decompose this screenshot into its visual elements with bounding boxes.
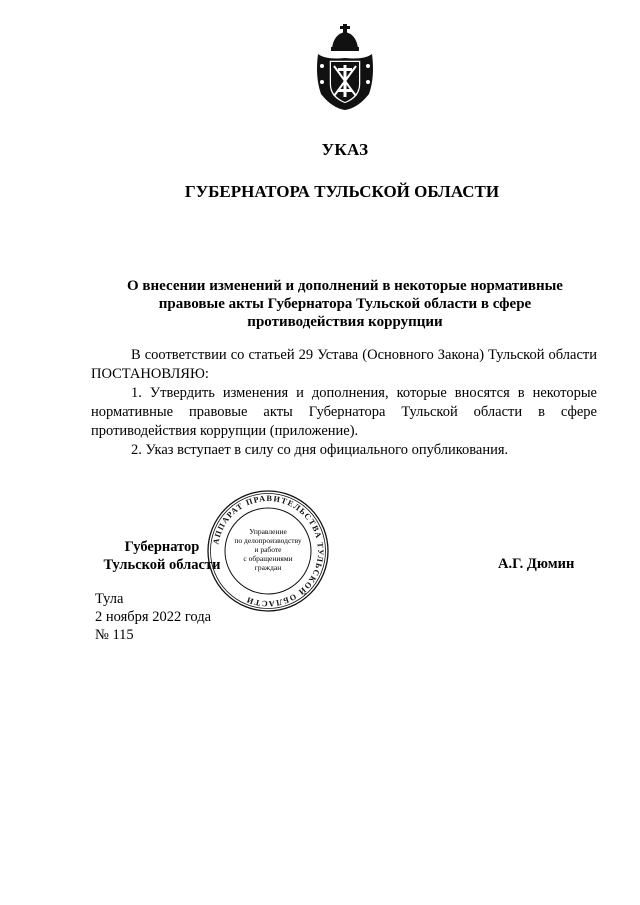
document-city: Тула	[95, 591, 124, 607]
document-date: 2 ноября 2022 года	[95, 609, 212, 625]
signatory-title-line: Губернатор	[124, 539, 200, 555]
stamp-line: граждан	[254, 563, 282, 572]
stamp-ring-text: АППАРАТ ПРАВИТЕЛЬСТВА ТУЛЬСКОЙ ОБЛАСТИ	[211, 493, 326, 609]
document-body	[91, 346, 597, 460]
subject-line: противодействия коррупции	[247, 314, 443, 330]
stamp-center-text	[221, 527, 315, 572]
signatory-title-line: Тульской области	[103, 557, 221, 573]
issuer-heading: ГУБЕРНАТОРА ТУЛЬСКОЙ ОБЛАСТИ	[184, 182, 500, 201]
body-paragraph: 1. Утвердить изменения и дополнения, которые вносятся в некоторые нормативные правовые акты Губернатора Тульской области в сфере противодействия коррупции (приложение).	[91, 385, 597, 439]
stamp-line: по делопроизводству	[234, 536, 302, 545]
signatory-name: А.Г. Дюмин	[498, 556, 575, 572]
stamp-line: с обращениями	[243, 554, 293, 563]
coat-of-arms-icon	[312, 22, 378, 112]
document-place-date	[95, 590, 211, 644]
body-paragraph: В соответствии со статьей 29 Устава (Основного Закона) Тульской области ПОСТАНОВЛЯЮ:	[91, 347, 597, 382]
body-paragraph: 2. Указ вступает в силу со дня официального опубликования.	[131, 442, 509, 458]
subject-line: О внесении изменений и дополнений в некоторые нормативные	[127, 278, 563, 294]
document-number: № 115	[95, 627, 134, 643]
subject-line: правовые акты Губернатора Тульской области в сфере	[158, 296, 532, 312]
document-type-heading: УКАЗ	[321, 140, 369, 159]
stamp-line: и работе	[254, 545, 282, 554]
document-subject	[100, 277, 590, 331]
stamp-line: Управление	[249, 527, 287, 536]
